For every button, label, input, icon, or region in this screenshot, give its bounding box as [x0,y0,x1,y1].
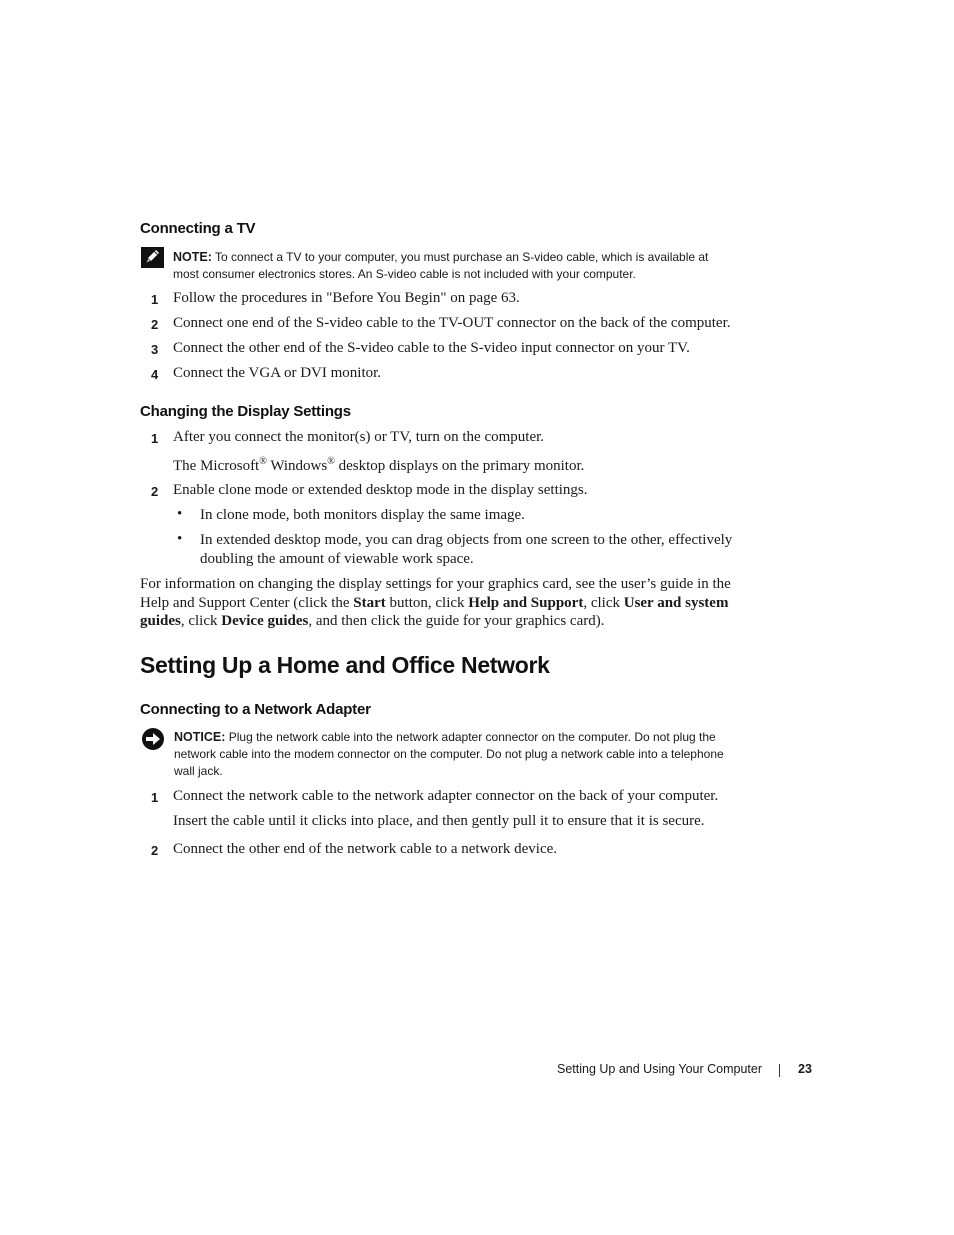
registered-mark: ® [259,456,267,467]
step-text: Connect one end of the S-video cable to the TV-OUT connector on the back of the computer. [173,315,731,331]
step-subtext [173,453,584,476]
text-run: Help and Support Center (click the [140,594,354,611]
ui-term-help-and-support: Help and Support [468,594,584,611]
ui-term-start: Start [353,594,386,611]
step-number: 2 [151,843,159,858]
note-label: NOTE: [173,250,212,264]
bullet-text-line: doubling the amount of viewable work space. [200,550,474,567]
step-text: Connect the other end of the network cable to a network device. [173,841,558,857]
step-number: 2 [151,484,159,499]
paragraph-line [140,612,731,631]
pencil-note-icon [141,247,164,273]
note-box [173,249,773,283]
bullet-text-line: In extended desktop mode, you can drag objects from one screen to the other, effectively [200,532,733,548]
bullet-marker: • [177,531,183,547]
notice-text-line3: wall jack. [174,764,223,778]
ui-term-device-guides: Device guides [221,613,309,629]
step-number: 3 [151,342,159,357]
subtext-part: The Microsoft [173,458,260,474]
notice-box [174,729,774,780]
section-heading-network-adapter: Connecting to a Network Adapter [140,701,371,718]
step-number: 1 [151,790,159,805]
notice-text-line2: network cable into the modem connector on the computer. Do not plug a network cable into a telephone [174,747,724,761]
step-number: 4 [151,367,159,382]
subtext-part: Windows [266,458,328,474]
notice-label: NOTICE: [174,730,226,744]
step-number: 2 [151,317,159,332]
section-heading-connecting-tv: Connecting a TV [140,220,256,237]
bullet-text [200,531,732,568]
chapter-heading-network: Setting Up a Home and Office Network [140,652,550,678]
footer-divider [779,1064,780,1077]
section-heading-display-settings: Changing the Display Settings [140,403,351,420]
ui-term-user-and-system: User and system [623,594,729,611]
step-text: Connect the network cable to the network adapter connector on the back of your computer. [173,788,719,804]
footer-title: Setting Up and Using Your Computer [557,1062,762,1076]
arrow-notice-icon [141,727,165,756]
step-text: After you connect the monitor(s) or TV, turn on the computer. [173,429,545,445]
paragraph-line: For information on changing the display settings for your graphics card, see the user’s guide in the [140,576,731,592]
ui-term-guides: guides [140,613,181,629]
page-number: 23 [798,1062,812,1076]
bullet-marker: • [177,506,183,522]
text-run: button, click [385,594,469,611]
note-text-line2: most consumer electronics stores. An S-video cable is not included with your computer. [173,267,636,281]
text-run: , and then click the guide for your graphics card). [308,613,605,629]
step-text: Enable clone mode or extended desktop mode in the display settings. [173,482,588,498]
note-text-line1: To connect a TV to your computer, you must purchase an S-video cable, which is available at [215,250,709,264]
text-run: , click [583,594,624,611]
notice-text-line1: Plug the network cable into the network adapter connector on the computer. Do not plug the [228,730,716,744]
step-subtext: Insert the cable until it clicks into place, and then gently pull it to ensure that it is secure. [173,813,705,829]
paragraph-line [140,594,731,613]
subtext-part: desktop displays on the primary monitor. [334,458,585,474]
step-text: Connect the other end of the S-video cable to the S-video input connector on your TV. [173,340,690,356]
bullet-text: In clone mode, both monitors display the same image. [200,507,525,523]
step-text: Follow the procedures in "Before You Begin" on page 63. [173,290,520,306]
step-number: 1 [151,292,159,307]
step-number: 1 [151,431,159,446]
step-text: Connect the VGA or DVI monitor. [173,365,382,381]
text-run: , click [180,613,222,629]
registered-mark: ® [327,456,335,467]
info-paragraph [140,575,731,631]
